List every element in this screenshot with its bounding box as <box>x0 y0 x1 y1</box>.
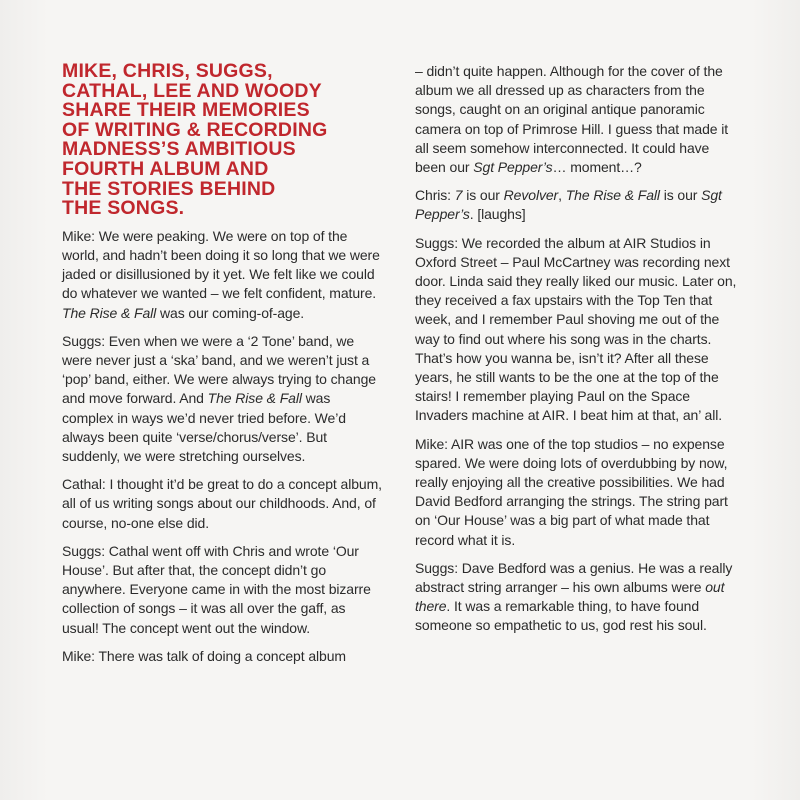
paragraph <box>415 435 737 550</box>
text-segment: Mike: AIR was one of the top studios – no expense spared. We were doing lots of overdubbing by now, really enjoying all the creative possibilities. We had David Bedford arranging the strings. The string part on ‘Our House’ was a big part of what made that record what it is. <box>415 435 728 548</box>
text-segment: Mike: We were peaking. We were on top of the world, and hadn’t been doing it so long that we were jaded or disillusioned by it yet. We felt like we could do whatever we wanted – we felt confident, mature. <box>62 227 380 302</box>
headline-line: THE STORIES BEHIND <box>62 177 276 200</box>
headline-line: MIKE, CHRIS, SUGGS, <box>62 60 273 82</box>
text-segment: , <box>558 187 566 204</box>
headline-line: MADNESS’S AMBITIOUS <box>62 138 296 161</box>
italic-title-text: Sgt Pepper’s <box>473 159 553 176</box>
italic-title-text: The Rise & Fall <box>565 187 660 204</box>
italic-title-text: Sgt Pepper’s <box>415 187 722 223</box>
text-segment: . [laughs] <box>469 206 526 223</box>
text-segment: . It was a remarkable thing, to have found someone so empathetic to us, god rest his soul. <box>415 598 707 634</box>
paragraph <box>62 227 384 323</box>
right-body-text <box>415 62 737 636</box>
paragraph <box>62 647 384 666</box>
text-segment: is our <box>659 187 702 204</box>
paragraph <box>62 332 384 466</box>
headline <box>62 62 384 219</box>
right-column <box>415 62 737 645</box>
text-segment: Chris: <box>415 187 455 204</box>
italic-title-text: The Rise & Fall <box>62 304 157 321</box>
paragraph <box>62 542 384 638</box>
text-segment: Suggs: We recorded the album at AIR Studios in Oxford Street – Paul McCartney was recording next door. Linda said they really liked our music. Later on, they received a fax upstairs with the Top Ten that week, and I remember Paul shoving me out of the way to find out where his song was in the charts. That’s how you wanna be, isn’t it? After all these years, he still wants to be the one at the top of the stairs! I remember playing Paul on the Space Invaders machine at AIR. I beat him at that, an’ all. <box>415 234 737 424</box>
italic-title-text: 7 <box>454 187 463 204</box>
paragraph <box>415 186 737 224</box>
left-body-text <box>62 227 384 666</box>
paragraph <box>415 559 737 636</box>
paragraph <box>415 62 737 177</box>
headline-line: OF WRITING & RECORDING <box>62 118 328 141</box>
paragraph <box>415 234 737 426</box>
text-segment: was our coming-of-age. <box>156 304 305 321</box>
text-segment: – didn’t quite happen. Although for the cover of the album we all dressed up as characters from the songs, caught on an original antique panoramic camera on top of Primrose Hill. I guess that made it all seem somehow interconnected. It could have been our <box>415 63 729 176</box>
italic-title-text: The Rise & Fall <box>207 390 302 407</box>
paragraph <box>62 475 384 533</box>
text-segment: Cathal: I thought it’d be great to do a concept album, all of us writing songs about our childhoods. And, of course, no-one else did. <box>62 476 382 531</box>
headline-line: FOURTH ALBUM AND <box>62 157 269 180</box>
text-segment: Suggs: Even when we were a ‘2 Tone’ band, we were never just a ‘ska’ band, and we weren’t just a ‘pop’ band, either. We were always trying to change and move forward. And <box>62 332 376 407</box>
text-segment: was complex in ways we’d never tried before. We’d always been quite ‘verse/chorus/verse’. But suddenly, we were stretching ourselves. <box>62 390 346 464</box>
text-segment: Suggs: Dave Bedford was a genius. He was a really abstract string arranger – his own albums were <box>415 559 733 596</box>
text-segment: … moment…? <box>552 159 642 176</box>
text-segment: Suggs: Cathal went off with Chris and wrote ‘Our House’. But after that, the concept didn’t go anywhere. Everyone came in with the most bizarre collection of songs – it was all over the gaff, as usual! The concept went out the window. <box>62 542 371 636</box>
left-column <box>62 62 384 675</box>
text-segment: Mike: There was talk of doing a concept album <box>62 647 346 664</box>
text-segment: is our <box>462 187 504 204</box>
italic-title-text: Revolver <box>503 187 559 204</box>
headline-line: SHARE THEIR MEMORIES <box>62 99 310 122</box>
italic-title-text: out there <box>415 579 725 615</box>
headline-line: THE SONGS. <box>62 197 185 220</box>
headline-line: CATHAL, LEE AND WOODY <box>62 79 322 102</box>
